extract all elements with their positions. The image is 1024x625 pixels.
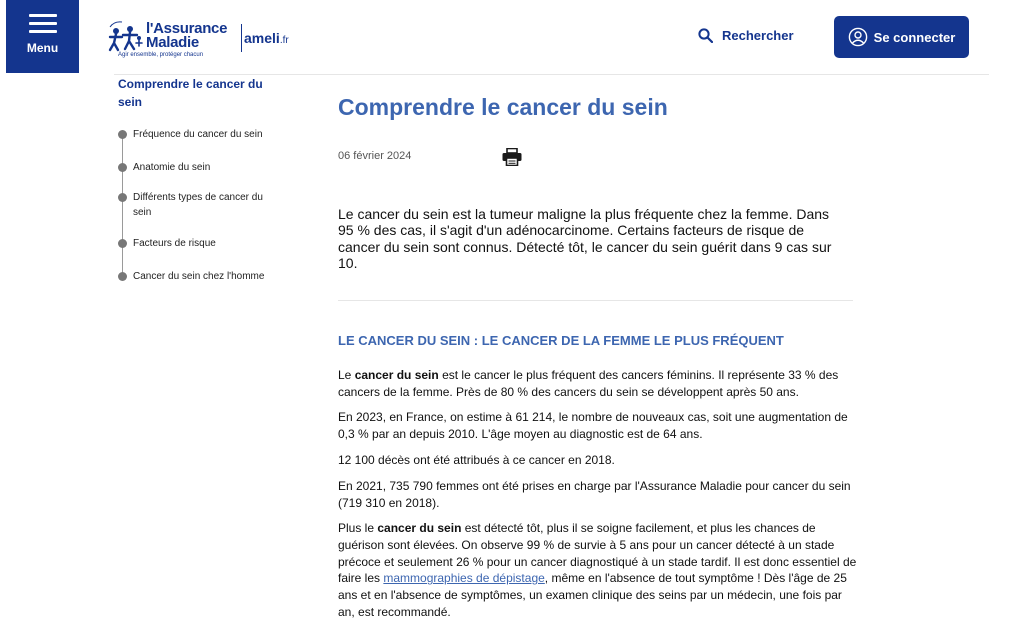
paragraph-3: 12 100 décès ont été attribués à ce cancer en 2018. (338, 453, 615, 467)
sidebar-item-label: Fréquence du cancer du sein (133, 129, 263, 140)
content-divider (338, 300, 853, 301)
publication-date: 06 février 2024 (338, 150, 412, 162)
sidebar-item-label: Cancer du sein chez l'homme (133, 271, 265, 282)
intro-paragraph: Le cancer du sein est la tumeur maligne la plus fréquente chez la femme. Dans 95 % des cas, il s'agit d'un adénocarcinome. Certains facteurs de risque de cancer du sein sont connus. Détecté tôt, le cancer du sein guérit dans 9 cas sur 10. (338, 206, 832, 271)
ameli-logo (244, 30, 289, 46)
menu-label: Menu (26, 41, 59, 55)
logo-text-line1: l'Assurance (146, 20, 228, 37)
ameli-text: ameli (244, 30, 280, 46)
section-heading: LE CANCER DU SEIN : LE CANCER DE LA FEMME LE PLUS FRÉQUENT (338, 333, 784, 348)
paragraph-2: En 2023, en France, on estime à 61 214, le nombre de nouveaux cas, soit une augmentation de 0,3 % par an depuis 2010. L'âge moyen au diagnostic est de 64 ans. (338, 410, 848, 441)
user-icon (848, 27, 868, 47)
sidebar-bullet (118, 163, 127, 172)
mammography-link[interactable]: mammographies de dépistage (383, 571, 545, 586)
logo-figures-icon (104, 19, 144, 53)
print-button[interactable] (502, 148, 522, 171)
text-run: , même en l'absence de tout symptôme ! Dès l'âge de 25 ans et en l'absence de symptômes, un examen clinique des seins par un médecin, une fois par an, est recommandé. (338, 571, 847, 619)
paragraph-4: En 2021, 735 790 femmes ont été prises en charge par l'Assurance Maladie pour cancer du sein (719 310 en 2018). (338, 479, 851, 510)
search-icon (698, 28, 713, 43)
text-run: est le cancer le plus fréquent des cancers féminins. Il représente 33 % des cancers de la femme. Près de 80 % des cancers du sein se développent après 50 ans. (338, 368, 839, 399)
paragraph-5 (338, 520, 858, 621)
menu-button[interactable] (6, 0, 79, 73)
sidebar-bullet (118, 130, 127, 139)
search-button[interactable] (698, 28, 794, 43)
bold-term: cancer du sein (354, 368, 439, 382)
sidebar-bullet (118, 239, 127, 248)
logo-text-line2: Maladie (146, 34, 199, 51)
ameli-suffix: .fr (279, 35, 289, 46)
assurance-maladie-logo[interactable] (104, 17, 304, 61)
sidebar-item-facteurs[interactable] (118, 236, 278, 251)
sidebar-item-frequence[interactable] (118, 127, 278, 142)
text-run: Plus le (338, 521, 378, 535)
sidebar-bullet (118, 272, 127, 281)
sidebar-item-types[interactable] (118, 190, 268, 220)
connect-label: Se connecter (873, 29, 956, 45)
search-label: Rechercher (722, 28, 794, 43)
sidebar-item-homme[interactable] (118, 269, 278, 284)
paragraph-1 (338, 367, 858, 401)
sidebar-item-label: Facteurs de risque (133, 238, 216, 249)
text-run: Le (338, 368, 355, 382)
sidebar-item-label: Anatomie du sein (133, 162, 211, 173)
text-run: est détecté tôt, plus il se soigne facilement, et plus les chances de guérison sont élevées. On observe 99 % de survie à 5 ans pour un cancer détecté à un stade précoce et seulement 26 % pour un cancer diagnostiqué à un stade tardif. Il est donc essentiel de faire les (338, 521, 857, 586)
logo-tagline: Agir ensemble, protéger chacun (118, 52, 204, 58)
menu-icon (29, 14, 57, 34)
sidebar-item-label: Différents types de cancer du sein (133, 192, 263, 218)
sidebar-item-anatomie[interactable] (118, 160, 278, 175)
bold-term: cancer du sein (377, 521, 462, 535)
connect-button[interactable] (834, 16, 969, 58)
print-icon (502, 148, 522, 166)
sidebar-bullet (118, 193, 127, 202)
page-title: Comprendre le cancer du sein (338, 94, 668, 120)
sidebar-title[interactable]: Comprendre le cancer du sein (118, 77, 263, 109)
logo-divider (241, 24, 242, 52)
